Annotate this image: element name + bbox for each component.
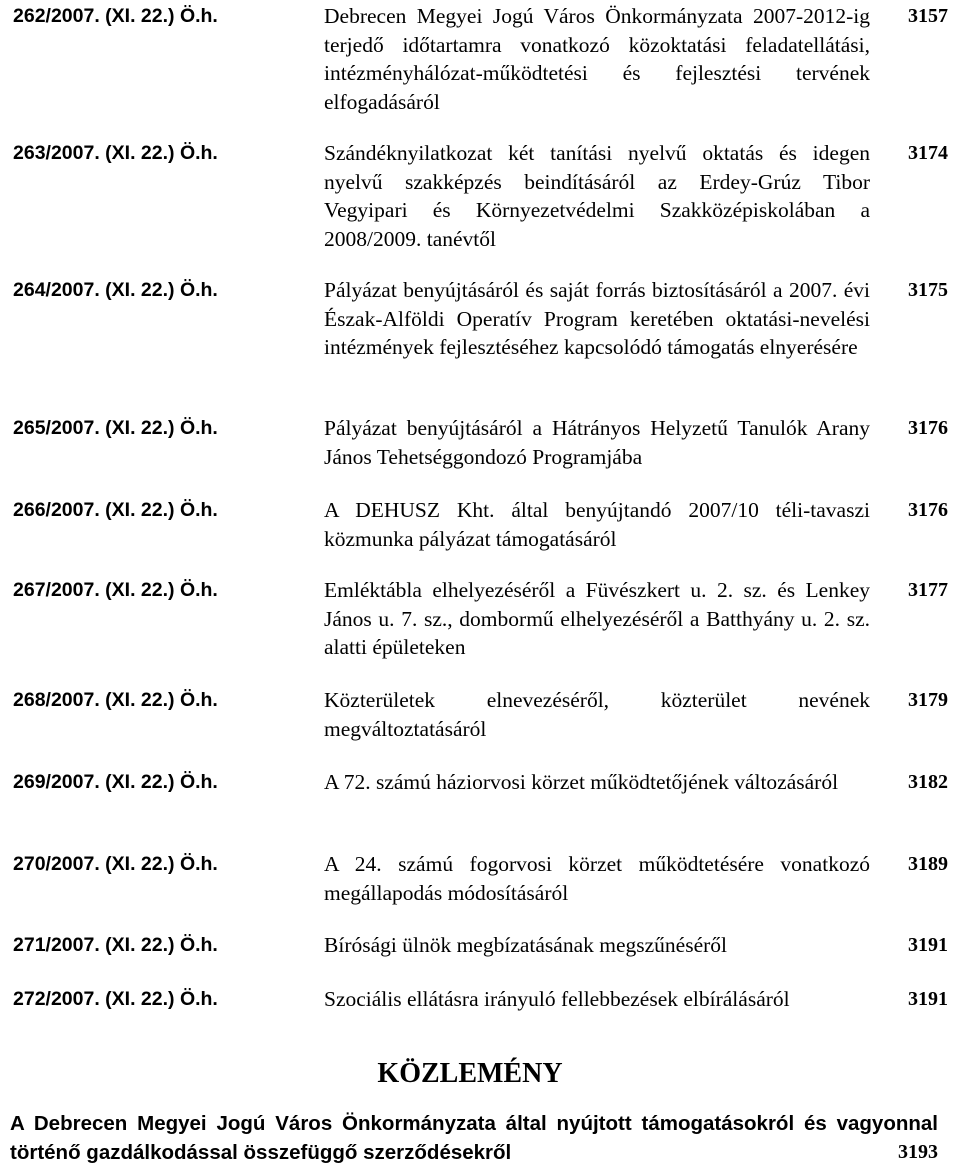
resolution-title: Bírósági ülnök megbízatásának megszűnéséről bbox=[324, 933, 728, 957]
notice-page-number: 3193 bbox=[898, 1141, 938, 1163]
resolution-number: 267/2007. (XI. 22.) Ö.h. bbox=[13, 579, 218, 601]
resolution-number: 263/2007. (XI. 22.) Ö.h. bbox=[13, 142, 218, 164]
resolution-number: 264/2007. (XI. 22.) Ö.h. bbox=[13, 279, 218, 301]
page-number: 3174 bbox=[908, 142, 948, 164]
notice-heading-text: KÖZLEMÉNY bbox=[377, 1058, 563, 1089]
page-number: 3177 bbox=[908, 579, 948, 601]
page-number: 3191 bbox=[908, 934, 948, 956]
page-number: 3191 bbox=[908, 988, 948, 1010]
page-number: 3175 bbox=[908, 279, 948, 301]
page-number: 3176 bbox=[908, 499, 948, 521]
notice-text: A Debrecen Megyei Jogú Város Önkormányzata által nyújtott támogatásokról és vagyonnal történő gazdálkodással összefüggő szerződésekről bbox=[10, 1112, 938, 1164]
resolution-title: A 24. számú fogorvosi körzet működtetésére vonatkozó megállapodás módosításáról bbox=[324, 852, 870, 905]
resolution-title: Emléktábla elhelyezéséről a Füvészkert u. 2. sz. és Lenkey János u. 7. sz., dombormű elhelyezéséről a Batthyány u. 2. sz. alatti épületeken bbox=[324, 578, 870, 660]
resolution-title: Pályázat benyújtásáról a Hátrányos Helyzetű Tanulók Arany János Tehetséggondozó Programjába bbox=[324, 416, 870, 469]
resolution-title: Pályázat benyújtásáról és saját forrás biztosításáról a 2007. évi Észak-Alföldi Operatív Program keretében oktatási-nevelési intézmények fejlesztéséhez kapcsolódó támogatás elnyerésére bbox=[324, 278, 870, 360]
resolution-number: 271/2007. (XI. 22.) Ö.h. bbox=[13, 934, 218, 956]
notice-heading bbox=[0, 1054, 940, 1094]
resolution-number: 266/2007. (XI. 22.) Ö.h. bbox=[13, 499, 218, 521]
page-number: 3182 bbox=[908, 771, 948, 793]
resolution-title: A 72. számú háziorvosi körzet működtetőjének változásáról bbox=[324, 770, 839, 794]
page-number: 3176 bbox=[908, 417, 948, 439]
resolution-title: Szándéknyilatkozat két tanítási nyelvű oktatás és idegen nyelvű szakképzés beindításáról az Erdey-Grúz Tibor Vegyipari és Környezetvédelmi Szakközépiskolában a 2008/2009. tanévtől bbox=[324, 141, 870, 251]
resolution-number: 272/2007. (XI. 22.) Ö.h. bbox=[13, 988, 218, 1010]
resolution-title: Szociális ellátásra irányuló fellebbezések elbírálásáról bbox=[324, 987, 790, 1011]
resolution-title: A DEHUSZ Kht. által benyújtandó 2007/10 téli-tavaszi közmunka pályázat támogatásáról bbox=[324, 498, 870, 551]
resolution-title: Közterületek elnevezéséről, közterület nevének megváltoztatásáról bbox=[324, 688, 870, 741]
resolution-number: 269/2007. (XI. 22.) Ö.h. bbox=[13, 771, 218, 793]
resolution-number: 268/2007. (XI. 22.) Ö.h. bbox=[13, 689, 218, 711]
resolution-number: 270/2007. (XI. 22.) Ö.h. bbox=[13, 853, 218, 875]
page-number: 3157 bbox=[908, 5, 948, 27]
resolution-number: 262/2007. (XI. 22.) Ö.h. bbox=[13, 5, 218, 27]
page-number: 3189 bbox=[908, 853, 948, 875]
resolution-title: Debrecen Megyei Jogú Város Önkormányzata 2007-2012-ig terjedő időtartamra vonatkozó közoktatási feladatellátási, intézményhálózat-működtetési és fejlesztési tervének elfogadásáról bbox=[324, 4, 870, 114]
page-number: 3179 bbox=[908, 689, 948, 711]
resolution-number: 265/2007. (XI. 22.) Ö.h. bbox=[13, 417, 218, 439]
